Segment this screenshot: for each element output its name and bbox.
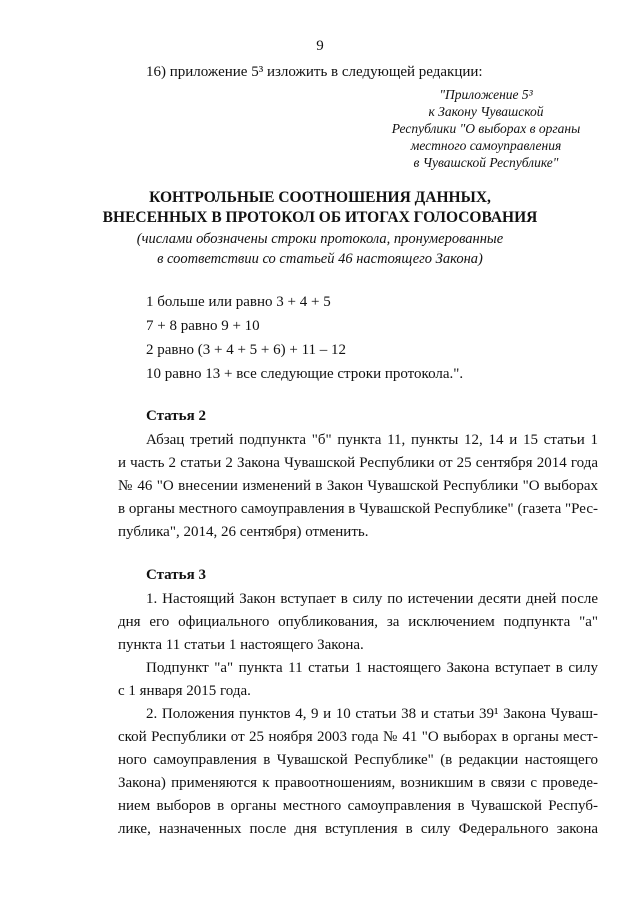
- relation-line: 2 равно (3 + 4 + 5 + 6) + 11 – 12: [146, 342, 347, 358]
- article-3-para2-line: с 1 января 2015 года.: [118, 683, 251, 699]
- article-3-heading: Статья 3: [146, 567, 206, 583]
- appendix-caption-line: Республики "О выборах в органы: [391, 121, 581, 136]
- article-3-para3-line: 2. Положения пунктов 4, 9 и 10 статьи 38 и статьи 39¹ Закона Чуваш-: [146, 706, 598, 722]
- article-3-para1-line: 1. Настоящий Закон вступает в силу по истечении десяти дней после: [146, 591, 598, 607]
- intro-line: 16) приложение 5³ изложить в следующей редакции:: [146, 64, 483, 80]
- appendix-caption: [370, 86, 602, 171]
- section-title-line: КОНТРОЛЬНЫЕ СООТНОШЕНИЯ ДАННЫХ,: [149, 189, 491, 206]
- appendix-caption-line: к Закону Чувашской: [428, 104, 544, 119]
- article-3-para3-line: лике, назначенных после дня вступления в силу Федерального закона: [118, 821, 598, 837]
- page-number: 9: [316, 38, 324, 54]
- article-2-heading: Статья 2: [146, 408, 206, 424]
- article-2-line: в органы местного самоуправления в Чувашской Республике" (газета "Рес-: [118, 501, 598, 517]
- article-3-para1-line: пункта 11 статьи 1 настоящего Закона.: [118, 637, 364, 653]
- relation-line: 7 + 8 равно 9 + 10: [146, 318, 260, 334]
- article-2-line: № 46 "О внесении изменений в Закон Чувашской Республики "О выборах: [118, 478, 598, 494]
- article-2-line: и часть 2 статьи 2 Закона Чувашской Республики от 25 сентября 2014 года: [118, 455, 598, 471]
- article-3-body: [118, 588, 598, 841]
- article-3-para3-line: нием выборов в органы местного самоуправления в Чувашской Респуб-: [118, 798, 598, 814]
- article-2-line: публика", 2014, 26 сентября) отменить.: [118, 524, 369, 540]
- appendix-caption-line: местного самоуправления: [410, 138, 562, 153]
- article-2-line: Абзац третий подпункта "б" пункта 11, пункты 12, 14 и 15 статьи 1: [146, 432, 598, 448]
- appendix-caption-line: "Приложение 5³: [439, 87, 533, 102]
- relation-line: 1 больше или равно 3 + 4 + 5: [146, 294, 331, 310]
- article-2-body: [118, 429, 598, 544]
- appendix-caption-line: в Чувашской Республике": [413, 155, 559, 170]
- article-3-para3-line: ской Республики от 25 ноября 2003 года № 41 "О выборах в органы мест-: [118, 729, 598, 745]
- section-title-line: ВНЕСЕННЫХ В ПРОТОКОЛ ОБ ИТОГАХ ГОЛОСОВАНИЯ: [102, 209, 538, 226]
- article-3-para1-line: дня его официального опубликования, за исключением подпункта "а": [118, 614, 598, 630]
- section-subtitle-line: в соответствии со статьей 46 настоящего Закона): [157, 251, 483, 267]
- section-subtitle-line: (числами обозначены строки протокола, пронумерованные: [136, 231, 504, 247]
- relation-line: 10 равно 13 + все следующие строки протокола.".: [146, 366, 464, 382]
- article-3-para3-line: ного самоуправления в Чувашской Республике" (в редакции настоящего: [118, 752, 598, 768]
- article-3-para3-line: Закона) применяются к правоотношениям, возникшим в связи с проведе-: [118, 775, 598, 791]
- article-3-para2-line: Подпункт "а" пункта 11 статьи 1 настоящего Закона вступает в силу: [146, 660, 598, 676]
